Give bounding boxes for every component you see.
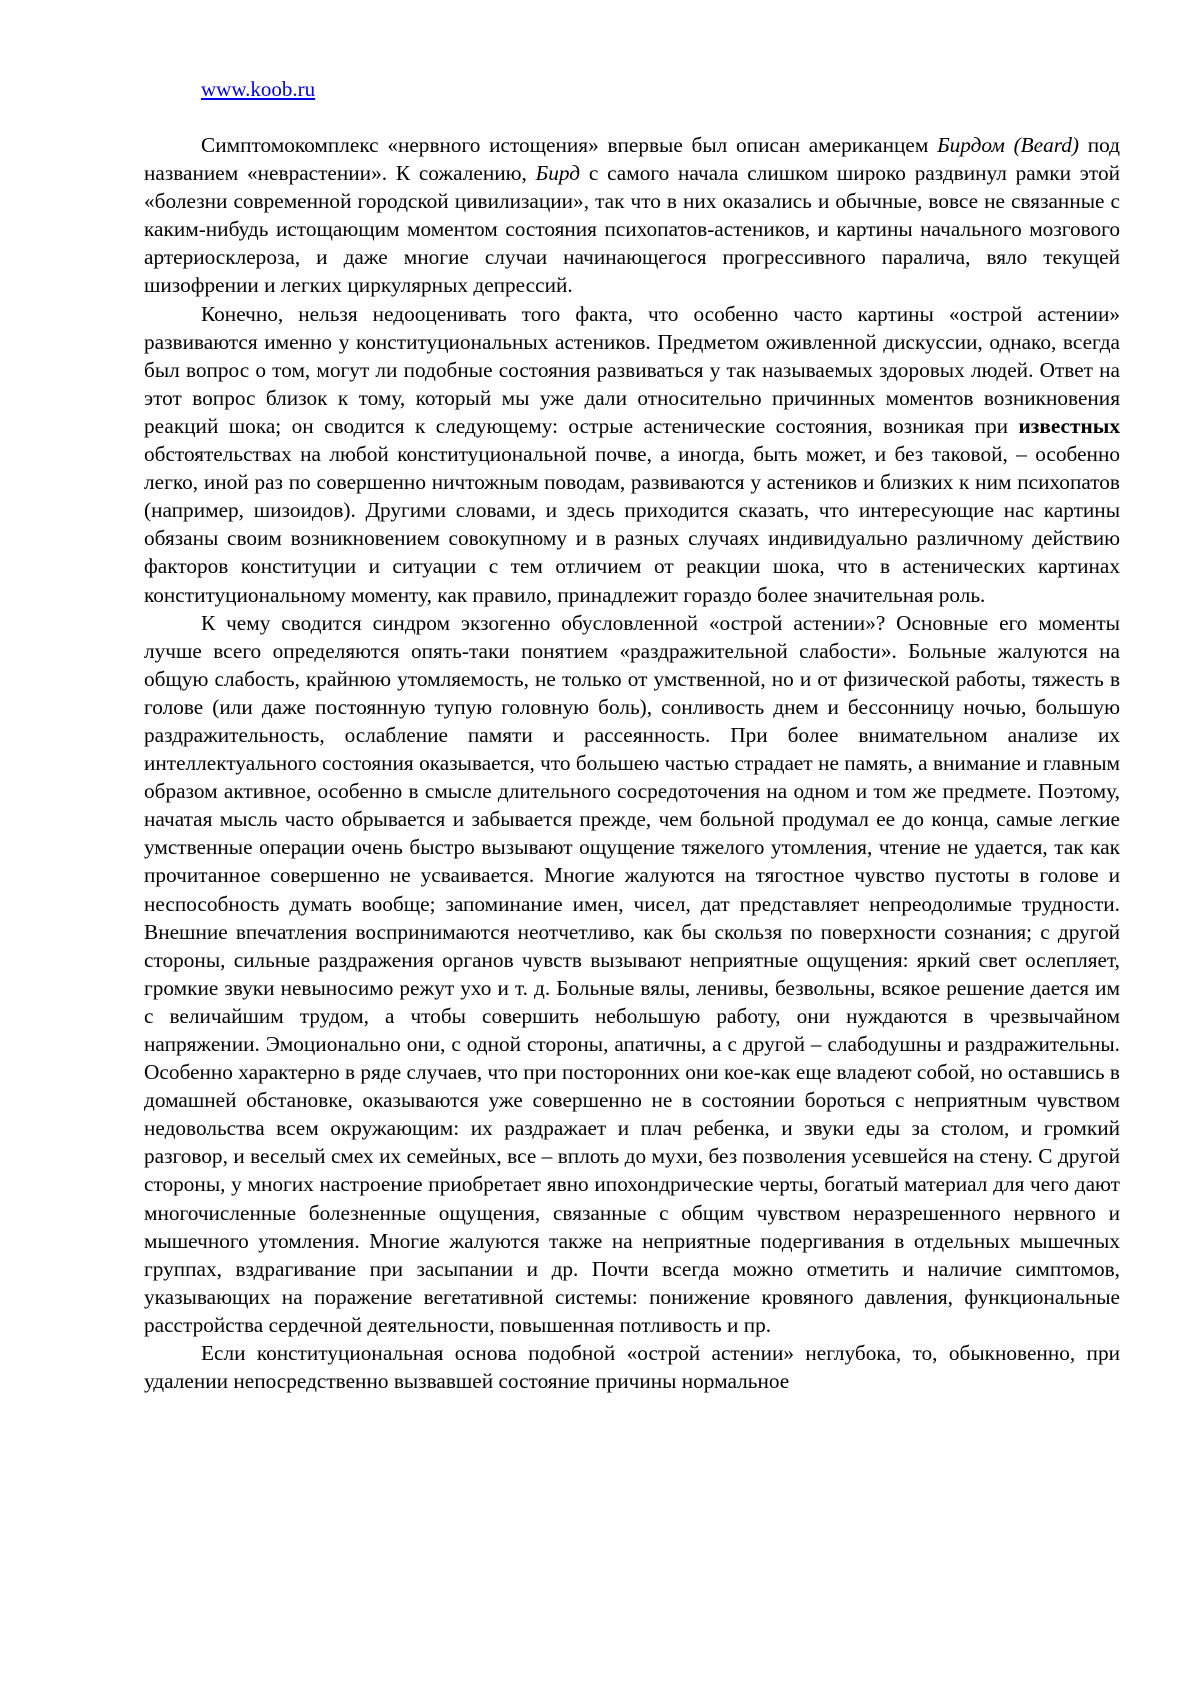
text-run: Симптомокомплекс «нервного истощения» впервые был описан американцем <box>201 133 938 157</box>
text-run: с самого начала слишком широко раздвинул рамки этой «болезни современной городской цивилизации», так что в них оказались и обычные, вовсе не связанные с каким-нибудь истощающим моментом состояния психопатов-астеников, и картины начального мозгового артериосклероза, и даже многие случаи начинающегося прогрессивного паралича, вяло текущей шизофрении и легких циркулярных депрессий. <box>144 161 1120 298</box>
italic-text: Бирдом (Beard) <box>937 133 1080 157</box>
text-run: Конечно, нельзя недооценивать того факта, что особенно часто картины «острой астении» развиваются именно у конституциональных астеников. Предметом оживленной дискуссии, однако, всегда был вопрос о том, могут ли подобные состояния развиваться у так называемых здоровых людей. Ответ на этот вопрос близок к тому, который мы уже дали относительно причинных моментов возникновения реакций шока; он сводится к следующему: острые астенические состояния, возникая при <box>144 301 1120 438</box>
italic-text: Бирд <box>535 161 581 186</box>
text-run: под названием «неврастении». К сожалению, <box>144 133 1120 186</box>
body-text <box>144 131 1120 1395</box>
bold-text: известных <box>1018 413 1120 438</box>
paragraph-3 <box>144 609 1120 1339</box>
text-run: Если конституциональная основа подобной «острой астении» неглубока, то, обыкновенно, при удалении непосредственно вызвавшей состояние причины нормальное <box>144 1341 1120 1394</box>
text-run: обстоятельствах на любой конституциональной почве, а иногда, быть может, и без таковой, – особенно легко, иной раз по совершенно ничтожным поводам, развиваются у астеников и близких к ним психопатов (например, шизоидов). Другими словами, и здесь приходится сказать, что интересующие нас картины обязаны своим возникновением совокупному и в разных случаях индивидуально различному действию факторов конституции и ситуации с тем отличием от реакции шока, что в астенических картинах конституциональному моменту, как правило, принадлежит гораздо более значительная роль. <box>144 442 1120 607</box>
paragraph-4 <box>144 1339 1120 1395</box>
text-run: К чему сводится синдром экзогенно обусловленной «острой астении»? Основные его моменты лучше всего определяются опять-таки понятием «раздражительной слабости». Больные жалуются на общую слабость, крайнюю утомляемость, не только от умственной, но и от физической работы, тяжесть в голове (или даже постоянную тупую головную боль), сонливость днем и бессонницу ночью, большую раздражительность, ослабление памяти и рассеянность. При более внимательном анализе их интеллектуального состояния оказывается, что большею частью страдает не память, а внимание и главным образом активное, особенно в смысле длительного сосредоточения на одном и том же предмете. Поэтому, начатая мысль часто обрывается и забывается прежде, чем больной продумал ее до конца, самые легкие умственные операции очень быстро вызывают ощущение тяжелого утомления, чтение не удается, так как прочитанное совершенно не усваивается. Многие жалуются на тягостное чувство пустоты в голове и неспособность думать вообще; запоминание имен, чисел, дат представляет непреодолимые трудности. Внешние впечатления воспринимаются неотчетливо, как бы скользя по поверхности сознания; с другой стороны, сильные раздражения органов чувств вызывают неприятные ощущения: яркий свет ослепляет, громкие звуки невыносимо режут ухо и т. д. Больные вялы, ленивы, безвольны, всякое решение дается им с величайшим трудом, а чтобы совершить небольшую работу, они нуждаются в чрезвычайном напряжении. Эмоционально они, с одной стороны, апатичны, а с другой – слабодушны и раздражительны. Особенно характерно в ряде случаев, что при посторонних они кое-как еще владеют собой, но оставшись в домашней обстановке, оказываются уже совершенно не в состоянии бороться с неприятным чувством недовольства всем окружающим: их раздражает и плач ребенка, и звуки еды за столом, и громкий разговор, и веселый смех их семейных, все – вплоть до мухи, без позволения усевшейся на стену. С другой стороны, у многих настроение приобретает явно ипохондрические черты, богатый материал для чего дают многочисленные болезненные ощущения, связанные с общим чувством неразрешенного нервного и мышечного утомления. Многие жалуются также на неприятные подергивания в отдельных мышечных группах, вздрагивание при засыпании и др. Почти всегда можно отметить и наличие симптомов, указывающих на поражение вегетативной системы: понижение кровяного давления, функциональные расстройства сердечной деятельности, повышенная потливость и пр. <box>144 610 1120 1337</box>
header-link[interactable]: www.koob.ru <box>201 77 316 101</box>
paragraph-2 <box>144 300 1120 609</box>
paragraph-1 <box>144 131 1120 300</box>
